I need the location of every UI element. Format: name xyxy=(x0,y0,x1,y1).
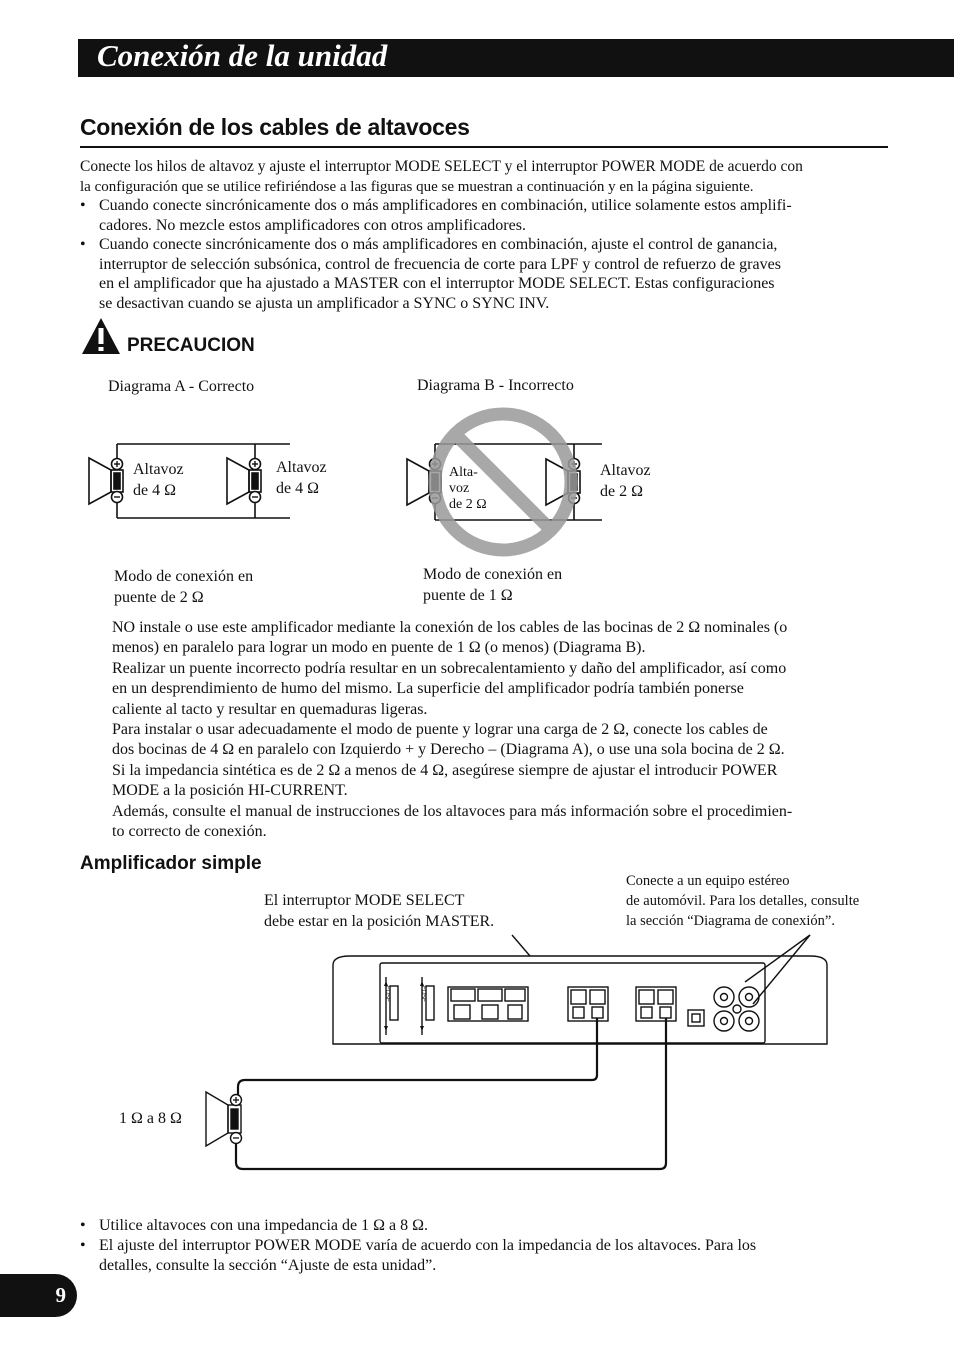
section-rule xyxy=(80,146,888,148)
bullet-item xyxy=(80,1236,757,1275)
bullet-dot: • xyxy=(80,1237,86,1254)
bullet-dot: • xyxy=(80,236,86,253)
bullet-line: interruptor de selección subsónica, control de frecuencia de corte para LPF y control de refuerzo de graves xyxy=(99,255,781,273)
amplifier-diagram xyxy=(200,925,850,1175)
label-line: voz xyxy=(449,481,470,496)
label-line: Altavoz xyxy=(133,461,184,478)
label-line: Altavoz xyxy=(276,459,327,476)
label-line: puente de 1 Ω xyxy=(423,587,513,604)
caution-title: PRECAUCION xyxy=(127,335,255,356)
simple-amp-title: Amplificador simple xyxy=(80,853,262,874)
bullet-line: Utilice altavoces con una impedancia de 1 Ω a 8 Ω. xyxy=(99,1217,428,1234)
label-line: de 4 Ω xyxy=(133,482,176,499)
label-line: Modo de conexión en xyxy=(423,566,563,583)
note-line: El interruptor MODE SELECT xyxy=(264,892,465,909)
diagram-b xyxy=(402,404,608,560)
note-line: Conecte a un equipo estéreo xyxy=(626,873,790,889)
label-line: puente de 2 Ω xyxy=(114,589,204,606)
bullet-line: en el amplificador que ha ajustado a MASTER con el interruptor MODE SELECT. Estas configuraciones xyxy=(99,275,775,292)
diagram-b-title: Diagrama B - Incorrecto xyxy=(417,377,574,394)
bullet-line: detalles, consulte la sección “Ajuste de esta unidad”. xyxy=(99,1256,437,1274)
caution-line: MODE a la posición HI-CURRENT. xyxy=(112,782,348,800)
section-title: Conexión de los cables de altavoces xyxy=(80,114,470,140)
diagram-a-title: Diagrama A - Correcto xyxy=(108,378,255,395)
caution-line: dos bocinas de 4 Ω en paralelo con Izquierdo + y Derecho – (Diagrama A), o use una sola bocina de 2 Ω. xyxy=(112,741,785,759)
stereo-note xyxy=(626,871,859,931)
caution-line: menos) en paralelo para lograr un modo en puente de 1 Ω (o menos) (Diagrama B). xyxy=(112,639,646,657)
bullet-line: se desactivan cuando se ajusta un amplificador a SYNC o SYNC INV. xyxy=(99,294,550,312)
caution-line: to correcto de conexión. xyxy=(112,823,267,841)
label-line: Alta- xyxy=(449,465,478,480)
intro-line-2: la configuración que se utilice refiriéndose a las figuras que se muestran a continuación y en la página siguiente. xyxy=(80,179,754,195)
bullet-item xyxy=(80,1216,428,1236)
caution-line: en un desprendimiento de humo del mismo. La superficie del amplificador podría también ponerse xyxy=(112,680,744,698)
label-line: de 2 Ω xyxy=(600,483,643,500)
impedance-label: 1 Ω a 8 Ω xyxy=(119,1110,182,1127)
bullet-dot: • xyxy=(80,197,86,214)
caution-line: NO instale o use este amplificador mediante la conexión de los cables de las bocinas de 2 Ω nominales (o xyxy=(112,619,788,636)
label-line: Altavoz xyxy=(600,462,651,479)
note-line: debe estar en la posición MASTER. xyxy=(264,913,495,930)
caution-line: Si la impedancia sintética es de 2 Ω a menos de 4 Ω, asegúrese siempre de ajustar el introducir POWER xyxy=(112,761,778,779)
bullet-line: El ajuste del interruptor POWER MODE varía de acuerdo con la impedancia de los altavoces. Para los xyxy=(99,1237,757,1254)
diagram-b-mode-label xyxy=(423,564,562,606)
diagram-b-speaker-2-label xyxy=(600,460,651,502)
bullet-dot: • xyxy=(80,1217,86,1234)
fuse-label: FUSE xyxy=(420,986,426,1003)
fuse-label: FUSE xyxy=(384,986,390,1003)
bullet-item xyxy=(80,196,792,235)
bullet-item xyxy=(80,235,781,313)
label-line: de 4 Ω xyxy=(276,480,319,497)
note-line: la sección “Diagrama de conexión”. xyxy=(626,913,835,929)
caution-line: Para instalar o usar adecuadamente el modo de puente y lograr una carga de 2 Ω, conecte los cables de xyxy=(112,721,768,739)
caution-line: Realizar un puente incorrecto podría resultar en un sobrecalentamiento y daño del amplificador, así como xyxy=(112,659,787,677)
diagram-a-speaker-2-label xyxy=(276,457,327,499)
bullet-line: Cuando conecte sincrónicamente dos o más amplificadores en combinación, utilice solamente estos amplifi- xyxy=(99,197,792,214)
diagram-a-speaker-1-label xyxy=(133,459,184,501)
warning-icon xyxy=(81,317,121,355)
diagram-b-speaker-1-label xyxy=(449,465,487,513)
bullet-line: Cuando conecte sincrónicamente dos o más amplificadores en combinación, ajuste el control de ganancia, xyxy=(99,236,778,253)
intro-line-1: Conecte los hilos de altavoz y ajuste el interruptor MODE SELECT y el interruptor POWER MODE de acuerdo con xyxy=(80,158,803,175)
label-line: Modo de conexión en xyxy=(114,568,254,585)
caution-line: Además, consulte el manual de instrucciones de los altavoces para más información sobre el procedimien- xyxy=(112,802,793,820)
page-number: 9 xyxy=(55,1283,66,1307)
bullet-line: cadores. No mezcle estos amplificadores con otros amplificadores. xyxy=(99,216,526,234)
diagram-a-mode-label xyxy=(114,566,253,608)
note-line: de automóvil. Para los detalles, consulte xyxy=(626,893,860,909)
diagram-a xyxy=(84,438,294,524)
page-title: Conexión de la unidad xyxy=(97,38,388,73)
caution-text xyxy=(112,618,792,842)
label-line: de 2 Ω xyxy=(449,497,487,512)
caution-line: caliente al tacto y resultar en quemaduras ligeras. xyxy=(112,700,428,718)
